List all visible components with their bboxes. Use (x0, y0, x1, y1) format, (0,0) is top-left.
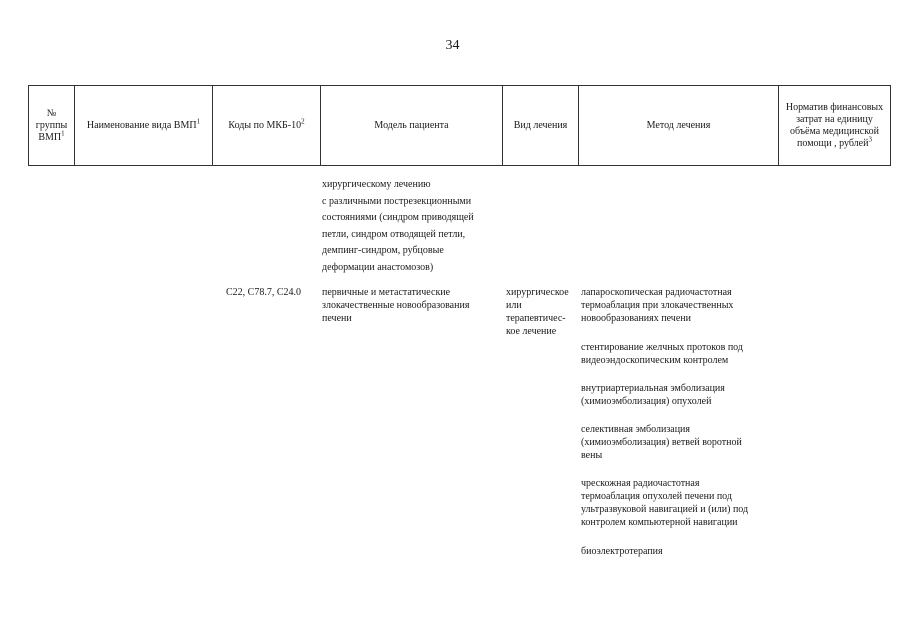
footnote-3: 3 (868, 135, 872, 144)
header-patient-model-text: Модель пациента (374, 119, 449, 131)
table-header (28, 85, 891, 166)
header-treatment-method (579, 86, 779, 165)
header-treatment-method-text: Метод лечения (646, 119, 711, 131)
method-item: селективная эмболизация (химиоэмболизация) ветвей воротной вены (581, 424, 742, 461)
method-item: биоэлектротерапия (581, 546, 663, 557)
header-patient-model (321, 86, 503, 165)
patient-model: первичные и метастатические злокачественные новообразования печени (322, 287, 470, 324)
method-item: лапароскопическая радиочастотная термоаблация при злокачественных новообразованиях печени (581, 287, 734, 324)
header-vmp-name (75, 86, 213, 165)
header-treatment-type (503, 86, 579, 165)
header-group-number-text: № группы ВМП (35, 107, 68, 143)
icd-codes: C22, C78.7, C24.0 (226, 287, 302, 298)
footnote-2: 2 (301, 117, 305, 126)
header-treatment-type-text: Вид лечения (513, 119, 568, 131)
header-icd-codes-text: Коды по МКБ-10 (228, 119, 302, 131)
method-item: внутриартериальная эмболизация (химиоэмболизация) опухолей (581, 383, 725, 407)
treatment-type: хирургическое или терапевтичес- кое лечение (506, 287, 569, 337)
method-item: стентирование желчных протоков под видеоэндоскопическим контролем (581, 342, 743, 366)
header-cost-norm-text: Норматив финансовых затрат на единицу объёма медицинской помощи , рублей (785, 101, 884, 149)
footnote-1: 1 (61, 129, 65, 138)
method-item: чрескожная радиочастотная термоаблация опухолей печени под ультразвуковой навигацией и (или) под контролем компьютерной навигации (581, 478, 749, 528)
footnote-1b: 1 (196, 117, 201, 126)
header-vmp-name-text: Наименование вида ВМП (86, 119, 197, 131)
patient-model-continuation: хирургическому лечению с различными пострезекционными состояниями (синдром приводящей петли, синдром отводящей петли, демпинг-синдром, рубцовые деформации анастомозов) (322, 179, 474, 273)
header-group-number (29, 86, 75, 165)
header-icd-codes (213, 86, 321, 165)
header-cost-norm (779, 86, 890, 165)
page-number: 34 (445, 38, 460, 53)
